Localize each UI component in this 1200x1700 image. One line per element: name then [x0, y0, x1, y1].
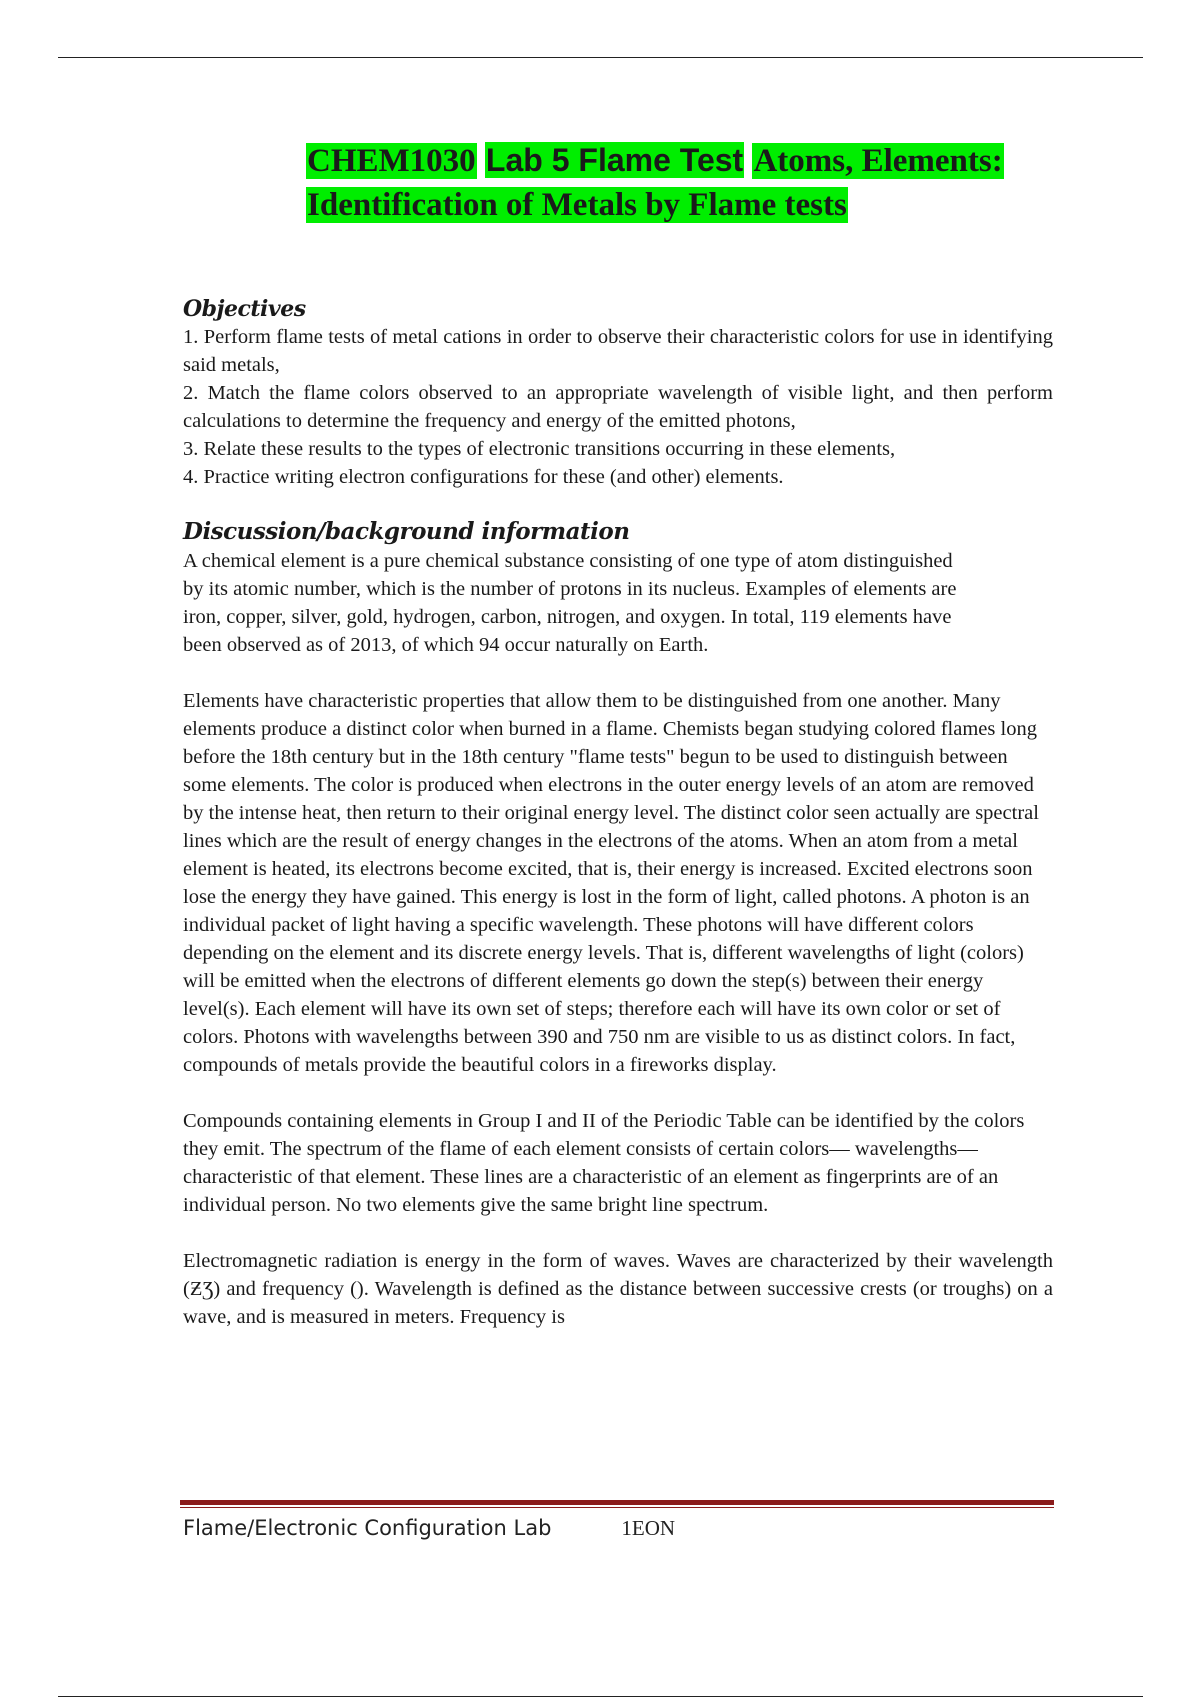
discussion-heading: Discussion/background information: [183, 518, 630, 545]
top-rule: [58, 57, 1143, 58]
paragraph-electromagnetic: Electromagnetic radiation is energy in the form of waves. Waves are characterized by their wavelength (ƵƷ) and frequency (). Wavelength is defined as the distance between successive crests (or troughs) on a wave, and is measured in meters. Frequency is: [183, 1250, 1053, 1328]
title-course-code: CHEM1030: [307, 143, 476, 179]
title-subtitle: Identification of Metals by Flame tests: [307, 187, 847, 223]
objective-item: 2. Match the flame colors observed to an appropriate wavelength of visible light, and then perform calculations to determine the frequency and energy of the emitted photons,: [183, 382, 1053, 432]
objective-item: 1. Perform flame tests of metal cations in order to observe their characteristic colors for use in identifying said metals,: [183, 326, 1053, 376]
bottom-rule: [58, 1696, 1143, 1697]
paragraph-element-definition: A chemical element is a pure chemical substance consisting of one type of atom distinguished by its atomic number, which is the number of protons in its nucleus. Examples of elements are iron, copper, silver, gold, hydrogen, carbon, nitrogen, and oxygen. In total, 119 elements have been observed as of 2013, of which 94 occur naturally on Earth.: [183, 550, 957, 656]
paragraph-group-compounds: Compounds containing elements in Group I and II of the Periodic Table can be identified by the colors they emit. The spectrum of the flame of each element consists of certain colors— wavelengths—characteristic of that element. These lines are a characteristic of an element as fingerprints are of an individual person. No two elements give the same bright line spectrum.: [183, 1110, 1025, 1216]
footer-rule: [180, 1500, 1054, 1505]
document-title: [306, 138, 1086, 227]
objectives-heading: Objectives: [183, 296, 306, 322]
objective-item: 3. Relate these results to the types of electronic transitions occurring in these elements,: [183, 438, 896, 460]
footer-title: Flame/Electronic Configuration Lab: [183, 1516, 552, 1540]
objectives-list: [183, 323, 1053, 491]
objective-item: 4. Practice writing electron configurations for these (and other) elements.: [183, 466, 784, 488]
title-lab-name: Lab 5 Flame Test: [485, 142, 744, 178]
title-topic: Atoms, Elements:: [753, 143, 1003, 179]
paragraph-flame-colors: Elements have characteristic properties that allow them to be distinguished from one another. Many elements produce a distinct color when burned in a flame. Chemists began studying colored flames long before the 18th century but in the 18th century "flame tests" begun to be used to distinguish between some elements. The color is produced when electrons in the outer energy levels of an atom are removed by the intense heat, then return to their original energy level. The distinct color seen actually are spectral lines which are the result of energy changes in the electrons of the atoms. When an atom from a metal element is heated, its electrons become excited, that is, their energy is increased. Excited electrons soon lose the energy they have gained. This energy is lost in the form of light, called photons. A photon is an individual packet of light having a specific wavelength. These photons will have different colors depending on the element and its discrete energy levels. That is, different wavelengths of light (colors) will be emitted when the electrons of different elements go down the step(s) between their energy level(s). Each element will have its own set of steps; therefore each will have its own color or set of colors. Photons with wavelengths between 390 and 750 nm are visible to us as distinct colors. In fact, compounds of metals provide the beautiful colors in a fireworks display.: [183, 690, 1039, 1076]
document-body: [183, 295, 1053, 1331]
page-footer: [183, 1516, 675, 1541]
footer-rule-thin: [180, 1507, 1054, 1508]
page-number: 1EON: [621, 1516, 676, 1540]
